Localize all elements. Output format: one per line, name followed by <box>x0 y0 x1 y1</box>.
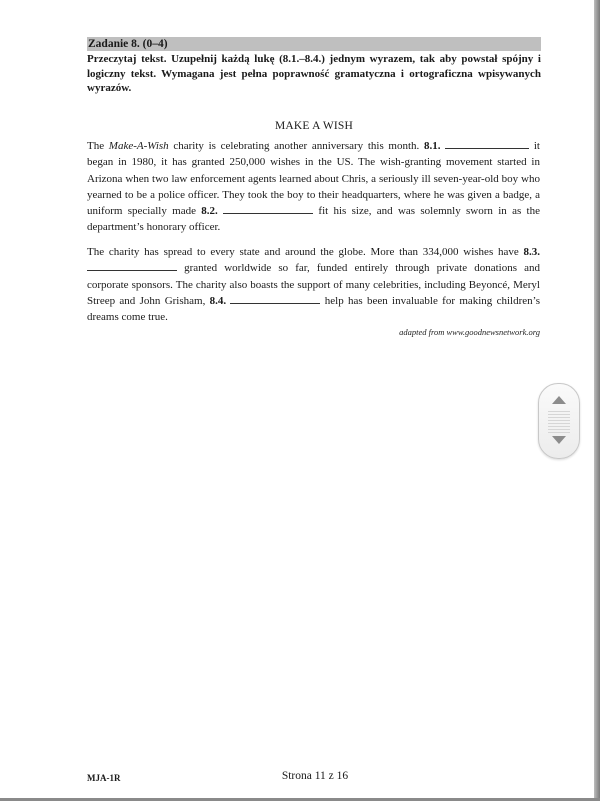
task-title: Zadanie 8. (0–4) <box>87 37 541 51</box>
text-segment: granted worldwide so far, funded entirely through private donations and corporate sponsors. The charity also boasts the support of many celebrities, including Beyoncé, Meryl Streep and John Grisham, <box>87 262 540 307</box>
text-segment: it began in 1980, it has granted 250,000 wishes in the US. The wish-granting movement started in Arizona when two law enforcement agents learned about Chris, a seriously ill seven-year-old boy who yearned to be a police officer. They took the boy to their headquarters, where he was given a badge, a uniform specially made <box>87 140 540 218</box>
charity-name: Make-A-Wish <box>108 140 169 152</box>
gap-number-8-1: 8.1. <box>423 140 441 152</box>
article-paragraph-2 <box>87 244 540 325</box>
answer-gap-8-4[interactable] <box>230 294 320 304</box>
page-scroll-control[interactable] <box>538 383 580 459</box>
answer-gap-8-2[interactable] <box>223 204 313 214</box>
source-citation: adapted from www.goodnewsnetwork.org <box>399 327 540 337</box>
scroll-up-icon[interactable] <box>552 396 566 404</box>
text-segment: The charity has spread to every state and around the globe. More than 334,000 wishes have <box>87 246 524 258</box>
gap-number-8-2: 8.2. <box>201 205 218 218</box>
answer-gap-8-1[interactable] <box>445 139 529 149</box>
answer-gap-8-3[interactable] <box>87 261 177 271</box>
article-paragraph-1 <box>87 138 540 236</box>
page-edge <box>594 0 600 801</box>
gap-number-8-4: 8.4. <box>209 294 227 307</box>
article-title: MAKE A WISH <box>274 120 354 132</box>
text-segment: The <box>87 140 109 152</box>
exam-code: MJA-1R <box>87 773 121 783</box>
text-segment: charity is celebrating another anniversary this month. <box>168 140 424 152</box>
task-instructions: Przeczytaj tekst. Uzupełnij każdą lukę (8.1.–8.4.) jednym wyrazem, tak aby powstał spójny i logiczny tekst. Wymagana jest pełna poprawność gramatyczna i ortograficzna wpisywanych wyrazów. <box>87 53 541 95</box>
scroll-grip <box>548 411 570 433</box>
text-segment: fit his size, and was solemnly sworn in as the department’s honorary officer. <box>87 205 540 234</box>
page-number: Strona 11 z 16 <box>281 770 349 782</box>
gap-number-8-3: 8.3. <box>523 246 540 258</box>
text-segment: help has been invaluable for making children’s dreams come true. <box>87 294 540 324</box>
scroll-down-icon[interactable] <box>552 436 566 444</box>
